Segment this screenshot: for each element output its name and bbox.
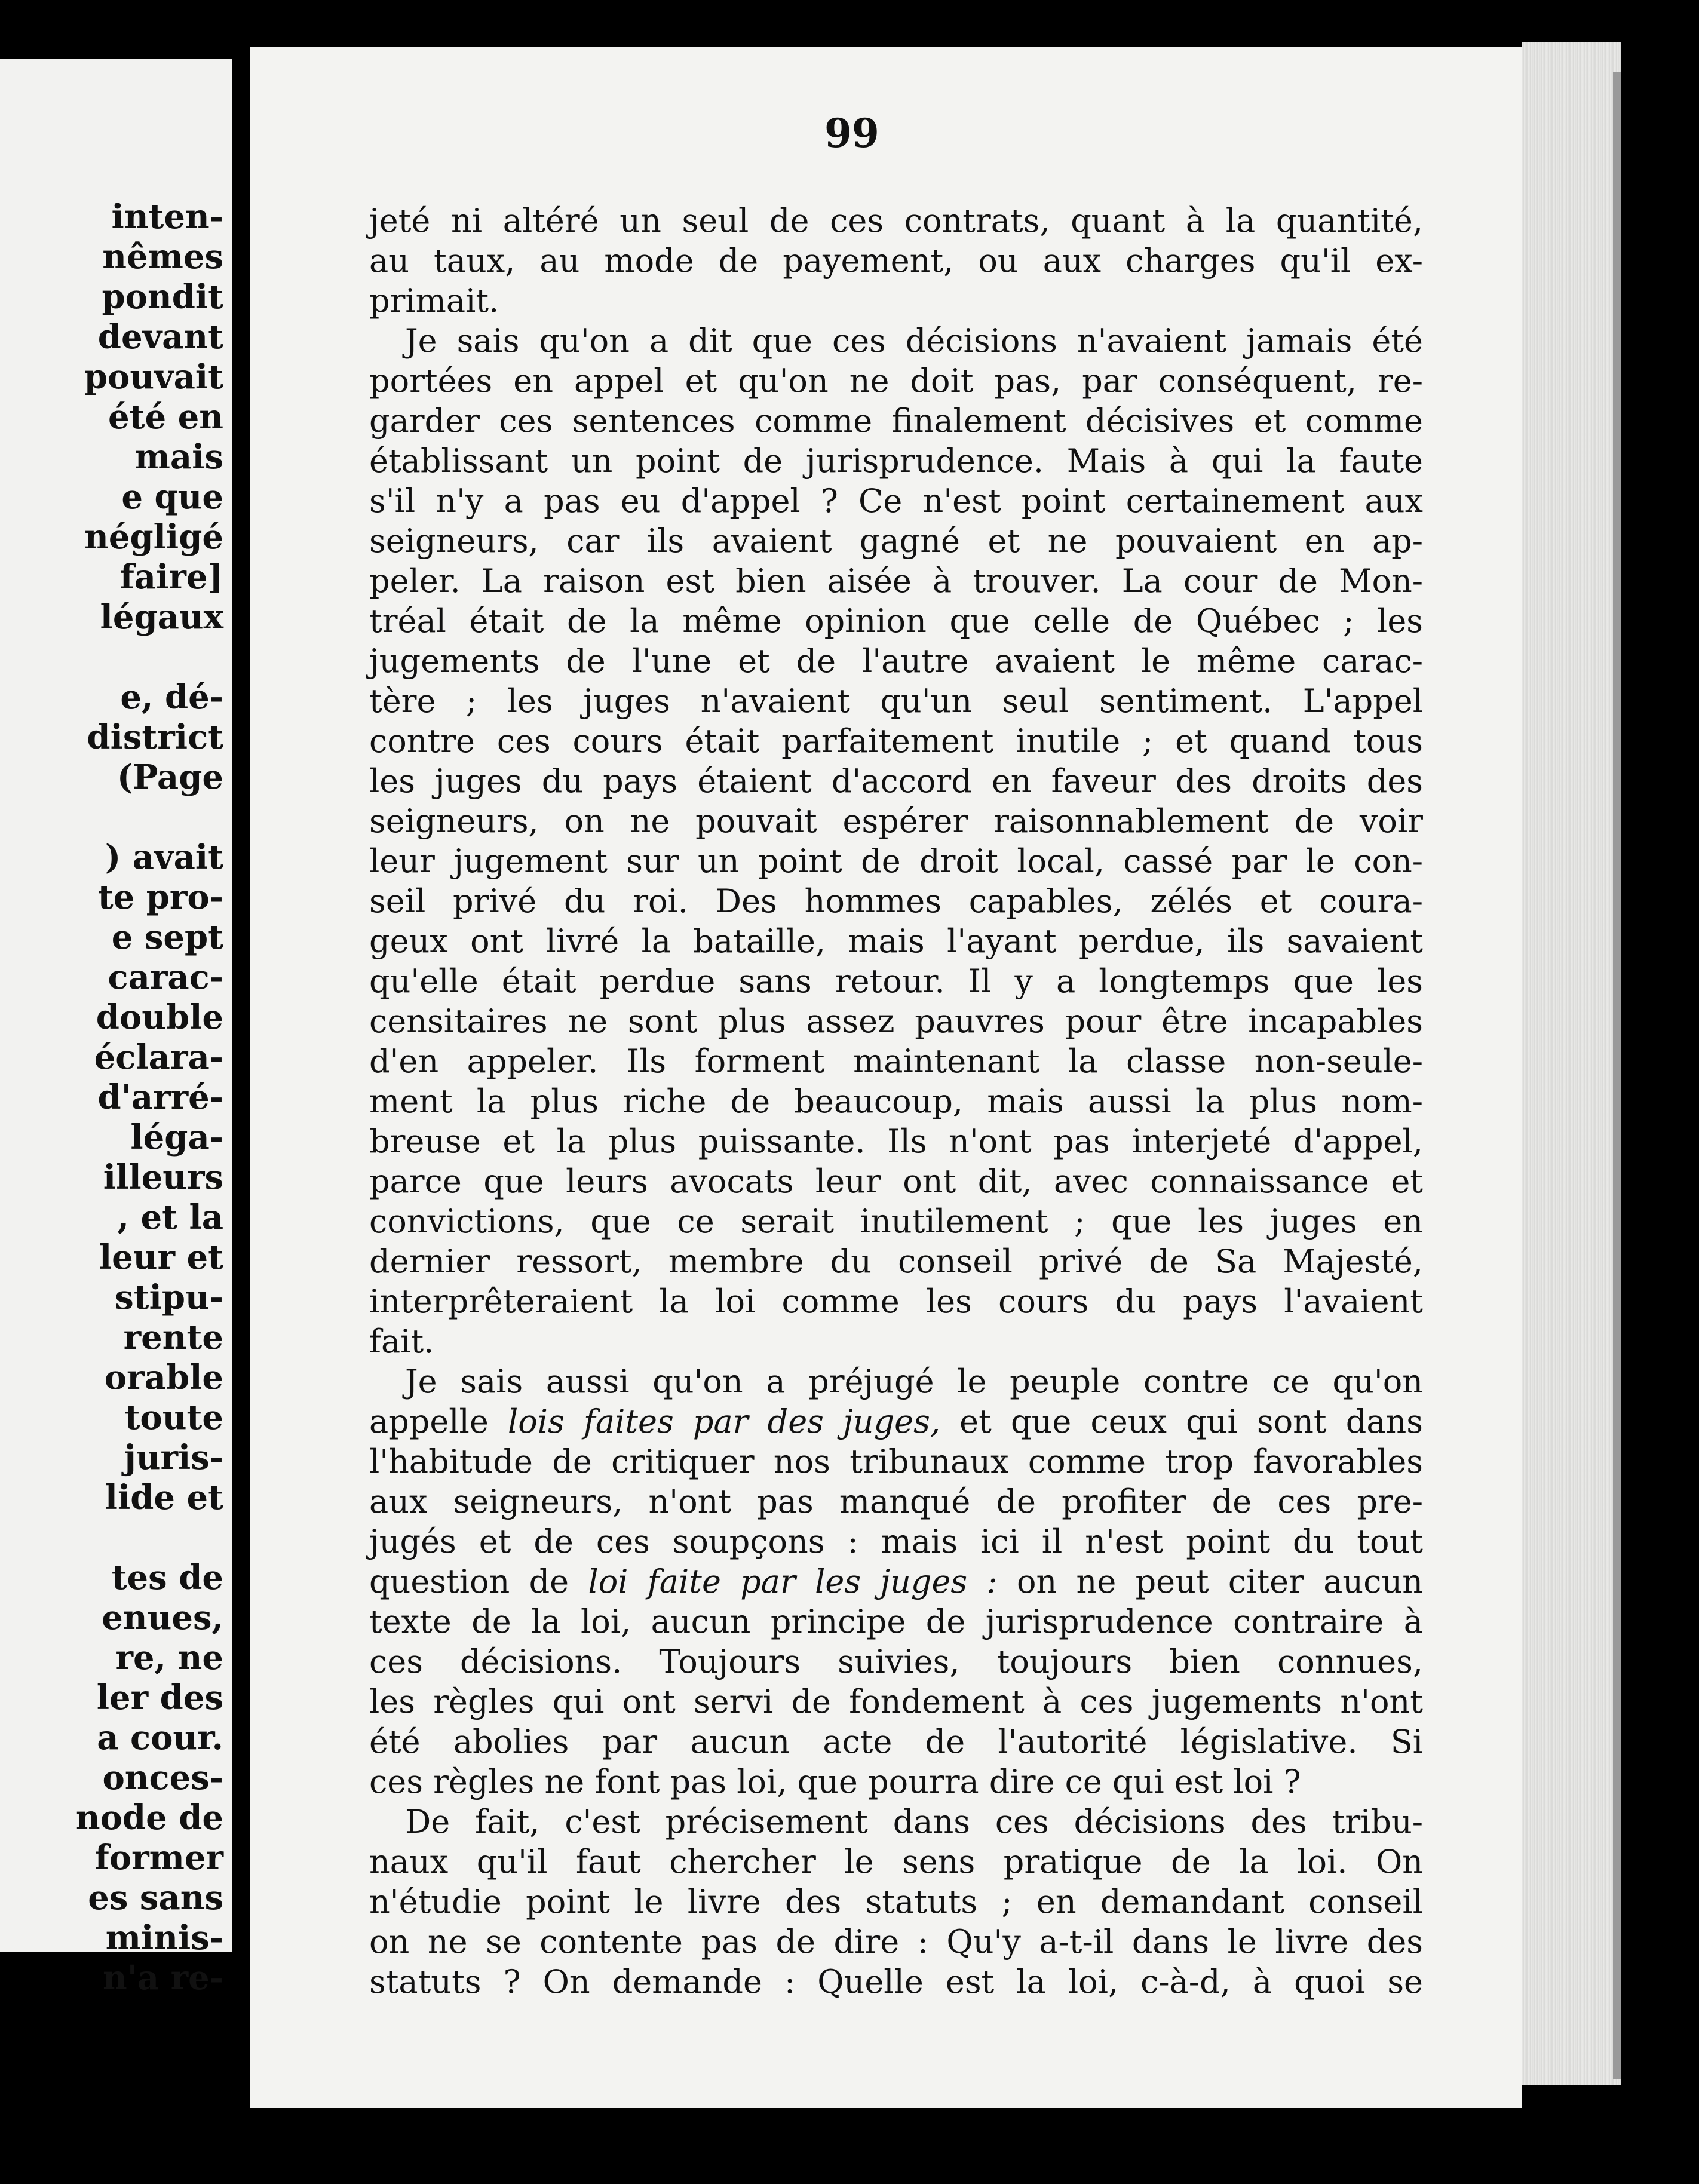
text-line: seil privé du roi. Des hommes capables, zélés et coura-	[369, 882, 1423, 920]
left-text-fragment: , et la	[117, 1198, 223, 1237]
left-text-fragment: tes de	[111, 1558, 223, 1597]
text-line: convictions, que ce serait inutilement ; que les juges en	[369, 1203, 1423, 1240]
text-line: établissant un point de jurisprudence. Mais à qui la faute	[369, 442, 1423, 480]
text-run: on ne peut citer aucun	[997, 1563, 1423, 1600]
text-line: primait.	[369, 282, 499, 320]
text-line: l'habitude de critiquer nos tribunaux comme trop favorables	[369, 1443, 1423, 1480]
left-text-fragment: d'arré-	[97, 1078, 223, 1117]
paragraph-4	[369, 1802, 1423, 2002]
text-line: texte de la loi, aucun principe de jurisprudence contraire à	[369, 1603, 1423, 1640]
left-text-fragment: été en	[108, 397, 223, 437]
text-line: d'en appeler. Ils forment maintenant la classe non-seule-	[369, 1042, 1423, 1080]
italic-text: lois faites par des juges,	[507, 1403, 940, 1440]
text-line	[369, 1401, 1423, 1441]
left-text-fragment: mais	[134, 437, 223, 477]
text-line: seigneurs, on ne pouvait espérer raisonnablement de voir	[369, 802, 1423, 840]
text-line: ces décisions. Toujours suivies, toujours bien connues,	[369, 1643, 1423, 1680]
left-text-fragment: ) avait	[105, 838, 223, 877]
left-text-fragment: re, ne	[115, 1638, 223, 1677]
left-text-fragment: ler des	[96, 1678, 223, 1717]
left-text-fragment: e sept	[111, 918, 223, 957]
left-text-fragment: devant	[97, 317, 223, 357]
left-text-fragment: (Page	[116, 757, 223, 797]
text-line: garder ces sentences comme finalement décisives et comme	[369, 402, 1423, 440]
text-run: et que ceux qui sont dans	[940, 1403, 1424, 1440]
book-gutter	[232, 54, 250, 2133]
text-line: Je sais aussi qu'on a préjugé le peuple contre ce qu'on	[405, 1363, 1423, 1400]
text-line: jugés et de ces soupçons : mais ici il n'est point du tout	[369, 1523, 1423, 1560]
text-line: fait.	[369, 1323, 434, 1360]
text-line: jugements de l'une et de l'autre avaient le même carac-	[369, 642, 1423, 680]
left-text-fragment: onces-	[102, 1758, 223, 1797]
text-line: peler. La raison est bien aisée à trouver. La cour de Mon-	[369, 562, 1423, 600]
text-line: censitaires ne sont plus assez pauvres pour être incapables	[369, 1002, 1423, 1040]
page-number: 99	[824, 110, 879, 157]
left-text-fragment: es sans	[88, 1878, 223, 1918]
left-text-fragment: pouvait	[84, 357, 223, 397]
text-line: contre ces cours était parfaitement inutile ; et quand tous	[369, 722, 1423, 760]
left-text-fragment: légaux	[100, 597, 223, 637]
text-line: De fait, c'est précisement dans ces décisions des tribu-	[405, 1803, 1423, 1841]
text-line: été abolies par aucun acte de l'autorité législative. Si	[369, 1723, 1423, 1760]
text-line: dernier ressort, membre du conseil privé de Sa Majesté,	[369, 1243, 1423, 1280]
text-line: breuse et la plus puissante. Ils n'ont pas interjeté d'appel,	[369, 1122, 1423, 1160]
left-text-fragment: négligé	[84, 517, 223, 557]
text-line: portées en appel et qu'on ne doit pas, par conséquent, re-	[369, 362, 1423, 400]
text-line: statuts ? On demande : Quelle est la loi, c-à-d, à quoi se	[369, 1963, 1423, 2001]
left-text-fragment: orable	[104, 1358, 223, 1397]
text-line: les règles qui ont servi de fondement à ces jugements n'ont	[369, 1683, 1423, 1720]
left-text-fragment: illeurs	[103, 1158, 223, 1197]
left-text-fragment: pondit	[102, 277, 223, 317]
text-line: au taux, au mode de payement, ou aux charges qu'il ex-	[369, 242, 1423, 280]
left-text-fragment: faire]	[119, 557, 223, 597]
left-text-fragment: former	[94, 1838, 223, 1878]
text-run: appelle	[369, 1403, 508, 1440]
page-edge-stack	[1522, 42, 1621, 2085]
left-blank-line	[76, 797, 223, 838]
text-line: seigneurs, car ils avaient gagné et ne pouvaient en ap-	[369, 522, 1423, 560]
left-text-fragment: enues,	[102, 1598, 223, 1637]
page-edge-shadow	[1613, 72, 1621, 2079]
left-text-fragment: toute	[124, 1398, 223, 1437]
left-text-fragment: lide et	[105, 1478, 223, 1517]
text-line: tréal était de la même opinion que celle de Québec ; les	[369, 602, 1423, 640]
text-line: geux ont livré la bataille, mais l'ayant perdue, ils savaient	[369, 922, 1423, 960]
italic-text: loi faite par les juges :	[588, 1563, 998, 1600]
text-line: leur jugement sur un point de droit local, cassé par le con-	[369, 842, 1423, 880]
text-line: on ne se contente pas de dire : Qu'y a-t-il dans le livre des	[369, 1923, 1423, 1961]
left-text-fragment: juris-	[124, 1438, 223, 1477]
text-line: aux seigneurs, n'ont pas manqué de profiter de ces pre-	[369, 1483, 1423, 1520]
text-line	[369, 1562, 1423, 1602]
left-text-fragment: node de	[75, 1798, 223, 1838]
text-run: question de	[369, 1563, 588, 1600]
text-line: n'étudie point le livre des statuts ; en demandant conseil	[369, 1883, 1423, 1921]
left-text-fragment: nêmes	[102, 237, 223, 277]
left-text-fragment: e, dé-	[120, 677, 223, 717]
left-blank-line	[76, 1518, 223, 1558]
text-line: tère ; les juges n'avaient qu'un seul sentiment. L'appel	[369, 682, 1423, 720]
text-line: qu'elle était perdue sans retour. Il y a longtemps que les	[369, 962, 1423, 1000]
text-line: s'il n'y a pas eu d'appel ? Ce n'est point certainement aux	[369, 482, 1423, 520]
left-text-fragment: léga-	[130, 1118, 223, 1157]
body-text	[369, 201, 1423, 2002]
left-text-fragment: rente	[123, 1318, 223, 1357]
paragraph-3	[369, 1361, 1423, 1802]
paragraphs-1-2	[369, 201, 1423, 1361]
left-page	[0, 59, 232, 1998]
left-text-fragment: leur et	[99, 1238, 223, 1277]
text-line: jeté ni altéré un seul de ces contrats, quant à la quantité,	[369, 202, 1423, 240]
left-text-fragment: te pro-	[97, 878, 223, 917]
text-line: les juges du pays étaient d'accord en faveur des droits des	[369, 762, 1423, 800]
left-text-fragment: n'a re-	[102, 1958, 223, 1998]
left-text-fragment: stipu-	[115, 1278, 223, 1317]
text-line: naux qu'il faut chercher le sens pratique de la loi. On	[369, 1843, 1423, 1881]
left-text-fragment: inten-	[111, 197, 223, 237]
left-text-fragment: a cour.	[97, 1718, 223, 1757]
left-blank-line	[76, 637, 223, 677]
text-line: interprêteraient la loi comme les cours du pays l'avaient	[369, 1283, 1423, 1320]
text-line: parce que leurs avocats leur ont dit, avec connaissance et	[369, 1162, 1423, 1200]
text-line: ment la plus riche de beaucoup, mais aussi la plus nom-	[369, 1082, 1423, 1120]
left-text-fragment: éclara-	[94, 1038, 223, 1077]
left-text-fragment: carac-	[108, 958, 223, 997]
text-line: ces règles ne font pas loi, que pourra dire ce qui est loi ?	[369, 1763, 1301, 1800]
text-line: Je sais qu'on a dit que ces décisions n'avaient jamais été	[405, 322, 1423, 360]
left-text-fragment: district	[87, 717, 223, 757]
left-page-text-fragments	[76, 197, 223, 1998]
left-text-fragment: e que	[121, 477, 223, 517]
left-text-fragment: double	[96, 998, 223, 1037]
left-text-fragment: minis-	[105, 1918, 223, 1958]
